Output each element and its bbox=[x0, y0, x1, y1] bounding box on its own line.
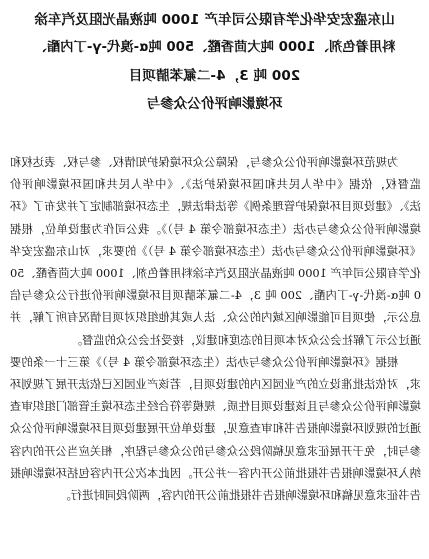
title-line-3: 200 吨 3，4-二氟苯腈项目 bbox=[128, 68, 301, 84]
document-title bbox=[8, 6, 421, 118]
title-line-2: 料用着色剂、1000 吨大茴香醛、500 吨α-溴代-γ-丁内酯、 bbox=[33, 40, 396, 55]
title-line-4: 环境影响评价公众参与 bbox=[146, 96, 283, 112]
body-paragraph-1: 为规范环境影响评价公众参与，保障公众环境保护知情权、参与权、表达权和监督权，依据《中华人民共和国环境保护法》、《中华人民共和国环境影响评价法》、《建设项目环境保护管理条例》等法律法规，生态环境部制定了并发布了《环境影响评价公众参与办法（生态环境部令第 4 号）》。我公司作为建设单位，根据《环境影响评价公众参与办法（生态环境部令第 4 号）》的要求，对山东盛宏安华化学有限公司年产 1000 吨液晶光阻及汽车涂料用着色剂、1000 吨大茴香醛、500 吨α-溴代-γ-丁内酯、200 吨 3，4-二氟苯腈项目环境影响评价进行公众参与信息公示，使项目可能影响区域内的公众、法人或其他组织对项目情况有所了解，并通过公示了解社会公众对本项目的态度和建议，接受社会公众的监督。 bbox=[10, 156, 421, 347]
body-paragraph-2: 根据《环境影响评价公众参与办法（生态环境部令第 4 号）》第三十一条的要求，对依法批准设立的产业园区内的建设项目，若该产业园区已依法开展了规划环境影响评价公众参与且该建设项目性质、规模等符合经生态环境主管部门组织审查通过的规划环境影响报告书和审查意见，建设单位开展建设项目环境影响评价公众参与时，免于开展征求意见稿阶段公众参与的公众参与程序，相关应当公开的内容纳入环境影响报告书报批前公开内容一并公开。因此本次公开内容包括环境影响报告书征求意见稿和环境影响报告书报批前公开的内容，两阶段同时进行。 bbox=[10, 355, 421, 503]
title-line-1: 山东盛宏安华化学有限公司年产 1000 吨液晶光阻及汽车涂 bbox=[34, 12, 395, 28]
document-body bbox=[10, 152, 421, 507]
